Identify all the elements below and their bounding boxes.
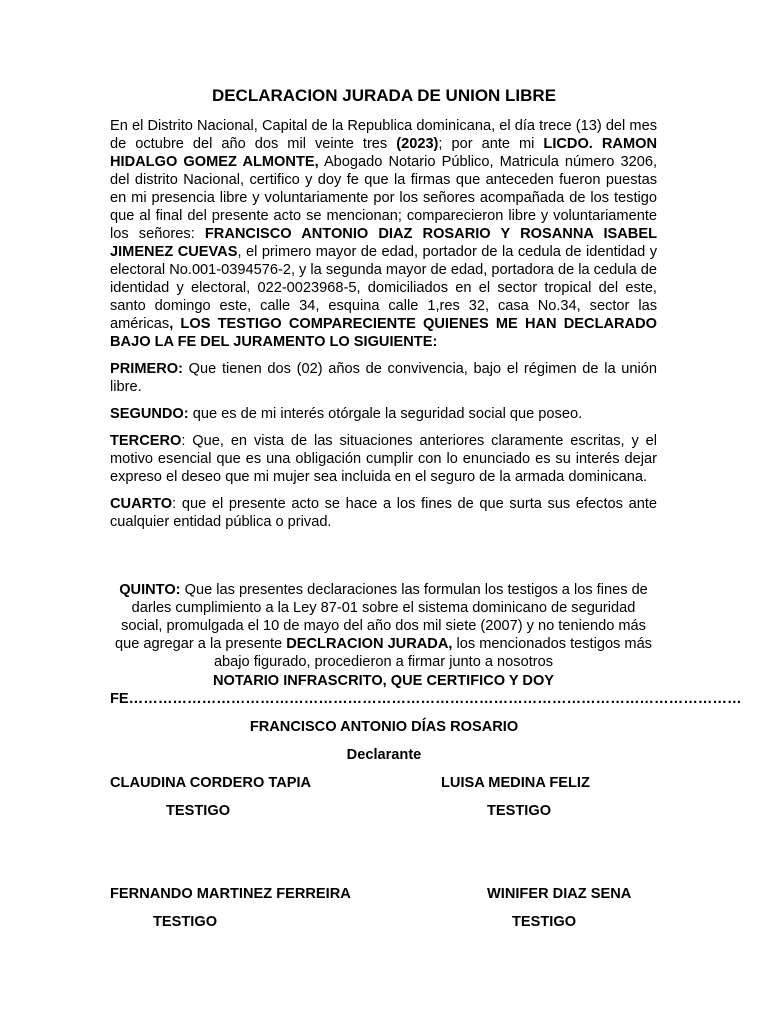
clause-tercero-label: TERCERO bbox=[110, 433, 182, 449]
witness-3-name: FERNANDO MARTINEZ FERREIRA bbox=[110, 886, 351, 902]
declaration-heading: , LOS TESTIGO COMPARECIENTE QUIENES ME HAN DECLARADO BAJO LA FE DEL JURAMENTO LO SIGUIENTE: bbox=[110, 316, 657, 350]
notary-name: LICDO. RAMON HIDALGO GOMEZ ALMONTE, bbox=[110, 136, 657, 170]
clause-quinto-text-2: los mencionados testigos más abajo figurado, procedieron a firmar junto a nosotros bbox=[213, 636, 652, 670]
notary-certification bbox=[110, 672, 742, 708]
document-title: DECLARACION JURADA DE UNION LIBRE bbox=[211, 86, 557, 105]
clause-quinto-label: QUINTO: bbox=[119, 582, 181, 598]
document-body bbox=[110, 117, 657, 531]
witness-4-role: TESTIGO bbox=[512, 914, 577, 930]
witness-3-role: TESTIGO bbox=[153, 914, 218, 930]
clause-quinto-text-1: Que las presentes declaraciones las formulan los testigos a los fines de darles cumplimiento a la Ley 87-01 sobre el sistema dominicano de seguridad social, promulgada el 10 de mayo del año dos mil siete (2007) y no teniendo más que agregar a la presente bbox=[115, 582, 648, 652]
declarant-signature-role: Declarante bbox=[346, 747, 422, 763]
clause-segundo-label: SEGUNDO: bbox=[110, 406, 189, 422]
witness-1-role: TESTIGO bbox=[166, 803, 231, 819]
declarant-names: FRANCISCO ANTONIO DIAZ ROSARIO Y ROSANNA ISABEL JIMENEZ CUEVAS bbox=[110, 226, 657, 260]
clause-segundo-text: que es de mi interés otórgale la seguridad social que poseo. bbox=[188, 406, 583, 422]
intro-text-3: Abogado Notario Público, Matricula número 3206, del distrito Nacional, certifico y doy fe que la firmas que anteceden fueron puestas en mi presencia libre y voluntariamente por los señores acompañada de los testigo que al final del presente acto se mencionan; comparecieron libre y voluntariamente los señores: bbox=[110, 154, 658, 242]
witness-1-name: CLAUDINA CORDERO TAPIA bbox=[110, 775, 312, 791]
clause-quinto bbox=[110, 581, 657, 671]
witness-2-role: TESTIGO bbox=[487, 803, 552, 819]
declarant-signature-name: FRANCISCO ANTONIO DÍAS ROSARIO bbox=[249, 719, 519, 735]
clause-segundo bbox=[110, 405, 657, 423]
intro-text-1: En el Distrito Nacional, Capital de la Republica dominicana, el día trece (13) del mes de octubre del año dos mil veinte tres bbox=[110, 118, 657, 152]
intro-paragraph bbox=[110, 117, 657, 351]
clause-cuarto bbox=[110, 495, 657, 531]
clause-primero bbox=[110, 360, 657, 396]
clause-cuarto-label: CUARTO bbox=[110, 496, 173, 512]
clause-cuarto-text: : que el presente acto se hace a los fines de que surta sus efectos ante cualquier entidad pública o privad. bbox=[110, 496, 657, 530]
notary-certification-line-1: NOTARIO INFRASCRITO, QUE CERTIFICO Y DOY bbox=[212, 673, 555, 689]
witness-2-name: LUISA MEDINA FELIZ bbox=[441, 775, 590, 791]
document-type-name: DECLRACION JURADA, bbox=[286, 636, 453, 652]
intro-year: (2023) bbox=[396, 136, 439, 152]
clause-tercero bbox=[110, 432, 657, 486]
clause-primero-label: PRIMERO: bbox=[110, 361, 183, 377]
clause-primero-text: Que tienen dos (02) años de convivencia, bajo el régimen de la unión libre. bbox=[110, 361, 657, 395]
clause-tercero-text: : Que, en vista de las situaciones anteriores claramente escritas, y el motivo esencial que es una obligación cumplir con lo enunciado es su interés dejar expreso el deseo que mi mujer sea incluida en el seguro de la armada dominicana. bbox=[110, 433, 657, 485]
intro-text-2: ; por ante mi bbox=[438, 136, 544, 152]
witness-4-name: WINIFER DIAZ SENA bbox=[487, 886, 632, 902]
notary-certification-line-2: FE……………………………………………………………………………………………………………… bbox=[110, 691, 742, 707]
intro-text-4: , el primero mayor de edad, portador de la cedula de identidad y electoral No.001-0394576-2, y la segunda mayor de edad, portadora de la cedula de identidad y electoral, 022-0023968-5, domiciliados en el sector tropical del este, santo domingo este, calle 34, esquina calle 1,res 32, casa No.34, sector las américas bbox=[110, 244, 657, 332]
